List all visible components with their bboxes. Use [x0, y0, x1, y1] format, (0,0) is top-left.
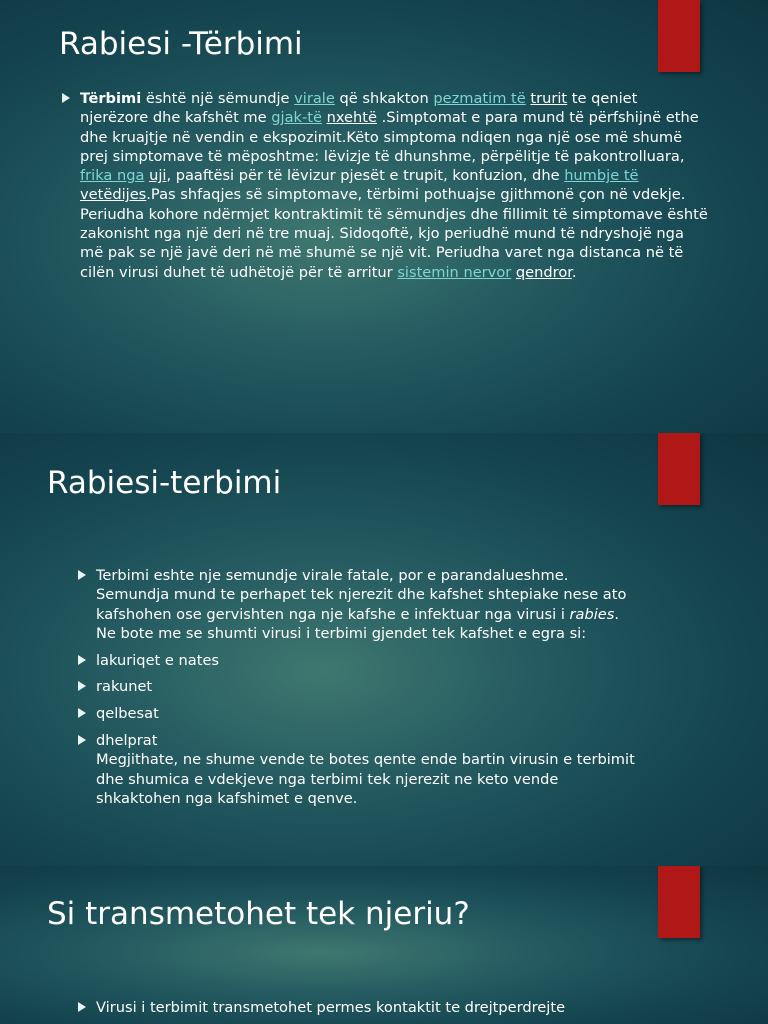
- bullet-triangle-icon: [78, 1002, 86, 1012]
- bullet-item: [78, 704, 638, 723]
- text: .: [571, 263, 577, 281]
- link-nxehte[interactable]: nxehtë: [326, 109, 377, 127]
- text: që shkakton: [334, 90, 434, 107]
- animal-label: qelbesat: [96, 705, 159, 723]
- red-accent-bar: [658, 0, 700, 72]
- bullet-item: [78, 651, 638, 670]
- link-uji[interactable]: uji: [149, 167, 167, 185]
- link-humbje[interactable]: humbje të: [564, 167, 639, 185]
- bullet-triangle-icon: [78, 570, 86, 580]
- text: është një sëmundje: [141, 90, 295, 107]
- bullet-list: [62, 89, 710, 290]
- italic-term: rabies: [569, 605, 615, 623]
- text: te qeniet njerëzore dhe kafshët me: [80, 90, 638, 127]
- text: , paaftësi për të lëvizur pjesët e trupit, konfuzion, dhe: [166, 167, 565, 185]
- bullet-item: [78, 677, 638, 696]
- bullet-list: [78, 998, 638, 1024]
- bullet-item: [78, 731, 638, 808]
- text: Megjithate, ne shume vende te botes qente ende bartin virusin e terbimit dhe shumica e vdekjeve nga terbimi tek njerezit ne keto vende shkaktohen nga kafshimet e qenve.: [96, 751, 635, 807]
- slide-title: Rabiesi-terbimi: [47, 465, 282, 501]
- text: Virusi i terbimit transmetohet permes kontaktit te drejtperdrejte: [96, 999, 566, 1016]
- link-vetedijes[interactable]: vetëdijes: [80, 186, 147, 204]
- link-trurit[interactable]: trurit: [530, 90, 568, 107]
- slide-title: Si transmetohet tek njeriu?: [47, 896, 470, 932]
- bullet-triangle-icon: [78, 708, 86, 718]
- link-gjak[interactable]: gjak-të: [271, 109, 322, 127]
- red-accent-bar: [658, 866, 700, 938]
- link-virale[interactable]: virale: [294, 90, 335, 107]
- animal-label: lakuriqet e nates: [96, 651, 220, 669]
- slide-1: [0, 0, 768, 433]
- text: .Simptomat e para mund të përfshijnë ethe dhe kruajtje në vendin e ekspozimit.Këto simptoma ndiqen nga një ose më shumë prej simptomave të mëposhtme: lëvizje të dhunshme, përpëlitje të pakontrolluara,: [80, 109, 699, 165]
- link-pezmatim[interactable]: pezmatim të: [433, 90, 526, 107]
- bullet-item: [78, 998, 638, 1017]
- bullet-triangle-icon: [78, 681, 86, 691]
- bold-term: Tërbimi: [80, 90, 142, 107]
- slide-title: Rabiesi -Tërbimi: [59, 26, 303, 62]
- animal-label: rakunet: [96, 678, 153, 696]
- bullet-triangle-icon: [78, 735, 86, 745]
- text: Terbimi eshte nje semundje virale fatale, por e parandalueshme. Semundja mund te perhapet tek njerezit dhe kafshet shtepiake nese ato kafshohen ose gervishten nga nje kafshe e infektuar nga virusi i: [96, 567, 627, 623]
- bullet-triangle-icon: [78, 655, 86, 665]
- bullet-list: [78, 566, 638, 816]
- text: .Pas shfaqjes së simptomave, tërbimi pothuajse gjithmonë çon në vdekje. Periudha kohore ndërmjet kontraktimit të sëmundjes dhe fillimit të simptomave është zakonisht nga një deri në tre muaj. Sidoqoftë, kjo periudhë mund të ndryshojë nga më pak se një javë deri në më shumë se një vit. Periudha varet nga distanca në të cilën virusi duhet të udhëtojë për të arritur: [80, 186, 708, 281]
- bullet-triangle-icon: [62, 93, 70, 103]
- bullet-item: [78, 566, 638, 643]
- link-sistemin-nervor[interactable]: sistemin nervor: [397, 263, 512, 281]
- slide-3: [0, 866, 768, 1024]
- slide-2: [0, 433, 768, 866]
- link-qendror[interactable]: qendror: [515, 263, 572, 281]
- animal-label: dhelprat: [96, 732, 158, 750]
- red-accent-bar: [658, 433, 700, 505]
- link-frika[interactable]: frika nga: [80, 167, 145, 185]
- bullet-item: [62, 89, 710, 282]
- text: . Ne bote me se shumti virusi i terbimi gjendet tek kafshet e egra si:: [96, 605, 620, 642]
